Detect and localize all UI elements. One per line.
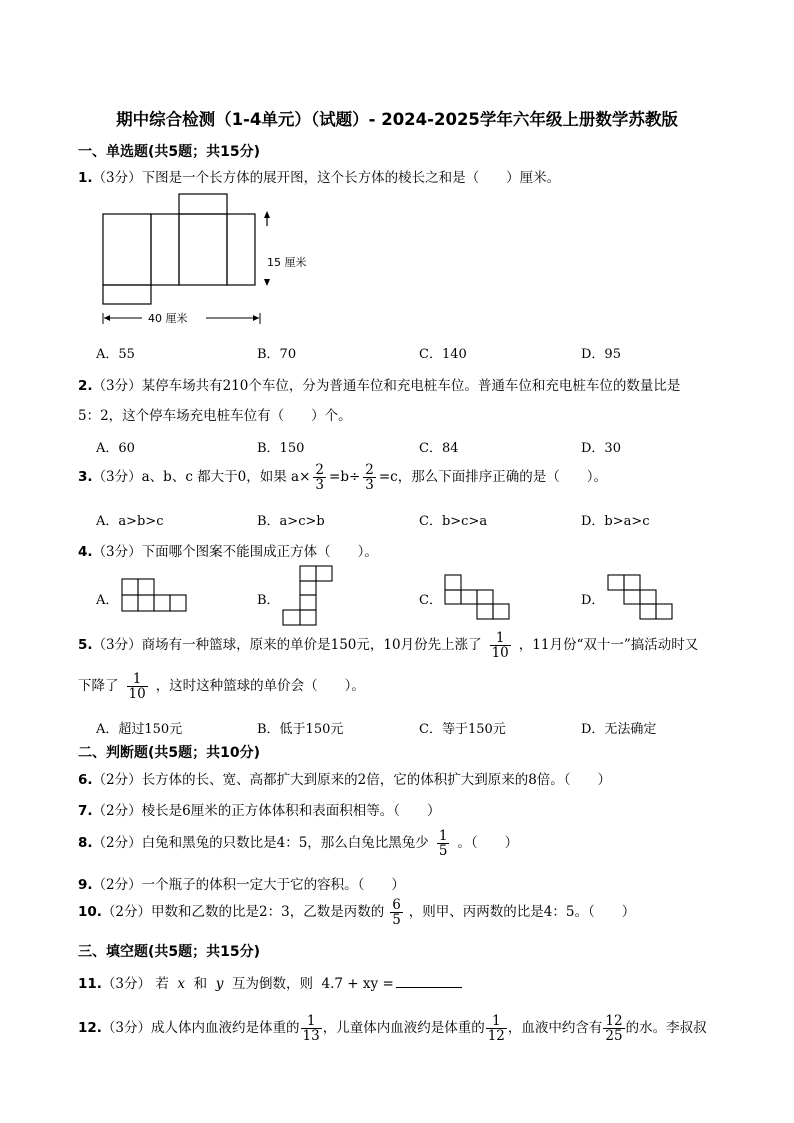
variable-x: x [177, 976, 186, 992]
cube-net-d [607, 574, 677, 620]
net-face [103, 285, 151, 304]
fraction: $\frac{1}{10}$ [491, 630, 509, 662]
fraction: $\frac{6}{5}$ [392, 897, 401, 929]
answer-blank[interactable] [396, 975, 462, 988]
question-number: 6. [78, 772, 93, 788]
question-score: （3分） [92, 378, 142, 394]
option-d[interactable]: D．b>a>c [581, 514, 650, 529]
height-label: 15 厘米 [267, 256, 307, 269]
cube-net-c [444, 574, 514, 620]
fraction: $\frac{1}{12}$ [487, 1013, 505, 1045]
option-c[interactable]: C．84 [419, 441, 459, 456]
option-d[interactable]: D．95 [581, 347, 621, 362]
option-c[interactable]: C．等于150元 [419, 722, 506, 737]
question-text: ，11月份“双十一”搞活动时又 [518, 637, 699, 654]
option-c[interactable]: C． [419, 593, 442, 608]
question-9 [78, 873, 405, 893]
question-score: （2分） [92, 803, 142, 819]
question-number: 7. [78, 803, 93, 819]
width-label: 40 厘米 [148, 312, 188, 325]
question-text: 某停车场共有210个车位，分为普通车位和充电桩车位。普通车位和充电桩车位的数量比是 [141, 378, 681, 394]
option-b[interactable]: B．150 [257, 441, 305, 456]
cube-net-a [121, 578, 191, 614]
option-d[interactable]: D．无法确定 [581, 722, 657, 737]
section-heading-true-false: 二、判断题(共5题；共10分) [78, 745, 261, 761]
option-a[interactable]: A．55 [96, 347, 135, 362]
fraction: $\frac{1}{10}$ [128, 671, 146, 703]
fraction: $\frac{12}{25}$ [605, 1013, 623, 1045]
question-text: a、b、c 都大于0，如果 a× [141, 469, 311, 486]
question-text: ，则甲、丙两数的比是4：5。（ ） [408, 904, 636, 921]
option-b[interactable]: B．70 [257, 347, 297, 362]
option-a[interactable]: A．a>b>c [96, 514, 164, 529]
question-text-line: 下降了 $\frac{1}{10}$ ，这时这种篮球的单价会（ ）。 [78, 671, 365, 703]
option-b[interactable]: B． [257, 593, 280, 608]
net-face [179, 194, 227, 214]
question-score: （3分） [92, 544, 142, 560]
question-text: 。（ ） [457, 835, 519, 852]
question-text: 商场有一种篮球，原来的单价是150元，10月份先上涨了 [141, 637, 482, 654]
question-number: 12. [78, 1020, 102, 1037]
question-text: 甲数和乙数的比是2：3，乙数是丙数的 [151, 904, 385, 921]
question-score: （2分） [92, 772, 142, 788]
question-score: （3分） [92, 170, 142, 186]
option-b[interactable]: B．a>c>b [257, 514, 325, 529]
fraction: $\frac{1}{13}$ [302, 1013, 320, 1045]
page-title: 期中综合检测（1-4单元）（试题）- 2024-2025学年六年级上册数学苏教版 [116, 110, 678, 129]
question-number: 2. [78, 378, 93, 394]
question-text-line: 5：2，这个停车场充电桩车位有（ ）个。 [78, 408, 352, 424]
fraction: $\frac{2}{3}$ [365, 462, 374, 494]
question-number: 9. [78, 877, 93, 893]
cuboid-net-figure [96, 190, 356, 330]
question-3 [78, 463, 607, 492]
question-2 [78, 374, 680, 394]
question-number: 5. [78, 637, 93, 654]
option-d[interactable]: D．30 [581, 441, 621, 456]
net-face [179, 214, 227, 285]
math-expression: 4.7 + xy = [321, 976, 394, 992]
question-1 [78, 166, 560, 186]
question-text: 长方体的长、宽、高都扩大到原来的2倍，它的体积扩大到原来的8倍。（ ） [141, 772, 612, 788]
option-c[interactable]: C．140 [419, 347, 467, 362]
question-12: 12.（3分）成人体内血液约是体重的 $\frac{1}{13}$ ，儿童体内血液约是体重的 $\frac{1}{12}$ ，血液中约含有 $\frac{12}{25}$ 的水。李叔叔 [78, 1013, 707, 1045]
question-score: （3分） [92, 469, 142, 486]
question-score: （2分） [92, 835, 142, 852]
question-score: （3分） [101, 1020, 152, 1037]
question-number: 3. [78, 469, 93, 486]
question-text: 白兔和黑兔的只数比是4：5，那么白兔比黑兔少 [141, 835, 429, 852]
question-number: 4. [78, 544, 93, 560]
question-number: 8. [78, 835, 93, 852]
section-heading-single-choice: 一、单选题(共5题；共15分) [78, 144, 261, 160]
question-number: 11. [78, 976, 102, 992]
net-face [103, 214, 151, 285]
question-8 [78, 829, 518, 858]
question-score: （3分） [92, 637, 142, 654]
option-d[interactable]: D． [581, 593, 605, 608]
section-heading-fill-in: 三、填空题(共5题；共15分) [78, 944, 261, 960]
option-a[interactable]: A．60 [96, 441, 135, 456]
question-text: 棱长是6厘米的正方体体积和表面积相等。（ ） [141, 803, 441, 819]
question-score: （2分） [101, 904, 152, 921]
option-b[interactable]: B．低于150元 [257, 722, 344, 737]
question-11: 11.（3分） 若 x 和 y 互为倒数，则 4.7 + xy = [78, 972, 462, 992]
variable-y: y [215, 976, 224, 992]
option-a[interactable]: A． [96, 593, 119, 608]
net-face [151, 214, 179, 285]
net-face [227, 214, 255, 285]
question-text: 下图是一个长方体的展开图，这个长方体的棱长之和是（ ）厘米。 [141, 170, 561, 186]
question-6 [78, 768, 611, 788]
question-number: 10. [78, 904, 102, 921]
question-5 [78, 631, 698, 660]
option-c[interactable]: C．b>c>a [419, 514, 488, 529]
question-7 [78, 799, 440, 819]
question-score: （3分） [101, 976, 152, 992]
question-text: =b÷ [329, 469, 361, 486]
question-4 [78, 540, 378, 560]
question-10 [78, 898, 635, 927]
question-number: 1. [78, 170, 93, 186]
option-a[interactable]: A．超过150元 [96, 722, 183, 737]
question-score: （2分） [92, 877, 142, 893]
fraction: $\frac{1}{5}$ [438, 828, 448, 860]
question-text: 一个瓶子的体积一定大于它的容积。（ ） [141, 877, 405, 893]
question-text: =c，那么下面排序正确的是（ ）。 [378, 469, 607, 486]
question-text: 下面哪个图案不能围成正方体（ ）。 [141, 544, 378, 560]
fraction: $\frac{2}{3}$ [315, 462, 325, 494]
height-arrow [264, 211, 270, 286]
cube-net-b [282, 565, 336, 627]
